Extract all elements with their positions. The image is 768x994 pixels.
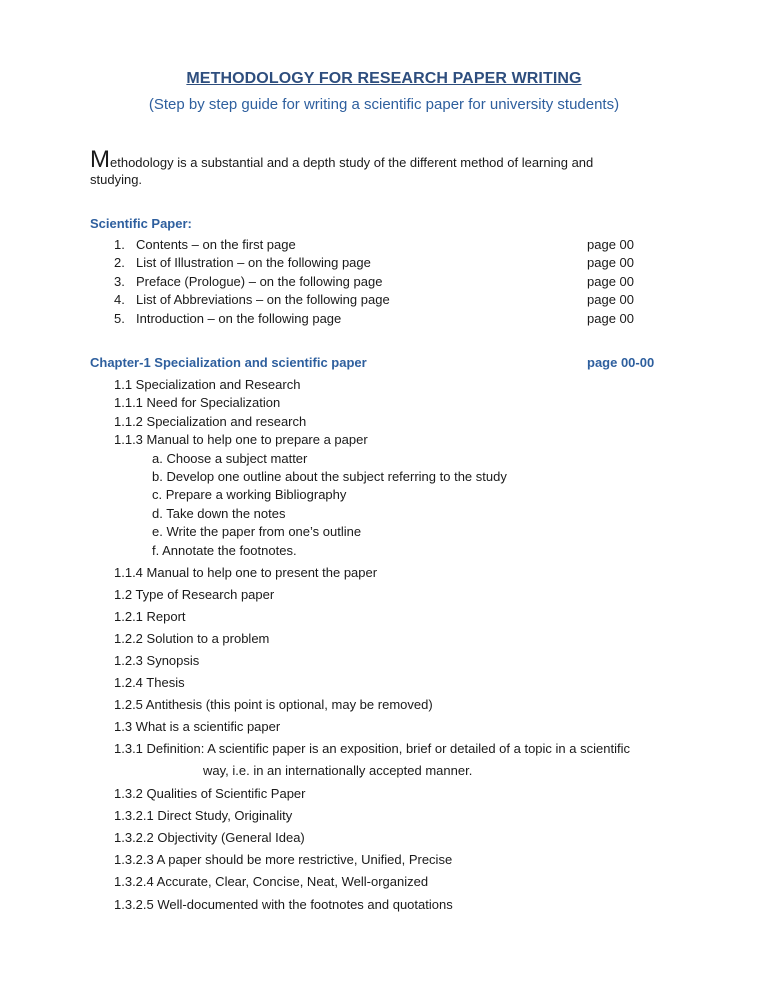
outline-line: 1.3 What is a scientific paper: [114, 719, 281, 734]
intro-dropcap: M: [90, 146, 110, 173]
outline-line: way, i.e. in an internationally accepted manner.: [203, 763, 473, 778]
outline-line: 1.2 Type of Research paper: [114, 587, 275, 602]
outline-line: c. Prepare a working Bibliography: [152, 487, 347, 502]
list-item-page: page 00: [587, 255, 634, 270]
list-item-page: page 00: [587, 292, 634, 307]
outline-line: b. Develop one outline about the subject referring to the study: [152, 469, 507, 484]
outline-line: 1.3.2.5 Well-documented with the footnotes and quotations: [114, 897, 453, 912]
intro-line-1-text: ethodology is a substantial and a depth study of the different method of learning and: [110, 155, 594, 170]
outline-line: 1.1.2 Specialization and research: [114, 414, 307, 429]
list-item: 5. Introduction – on the following page: [114, 311, 342, 326]
outline-line: 1.3.2.2 Objectivity (General Idea): [114, 830, 305, 845]
outline-line: e. Write the paper from one’s outline: [152, 524, 362, 539]
outline-line: 1.2.2 Solution to a problem: [114, 631, 270, 646]
outline-line: 1.1 Specialization and Research: [114, 377, 301, 392]
outline-line: 1.2.4 Thesis: [114, 675, 185, 690]
outline-line: 1.2.5 Antithesis (this point is optional, may be removed): [114, 697, 433, 712]
outline-line: 1.1.3 Manual to help one to prepare a paper: [114, 432, 368, 447]
outline-line: d. Take down the notes: [152, 506, 286, 521]
outline-line: 1.2.1 Report: [114, 609, 186, 624]
intro-line-1: [90, 148, 593, 172]
outline-line: 1.3.2 Qualities of Scientific Paper: [114, 786, 306, 801]
list-item-page: page 00: [587, 237, 634, 252]
list-item: 4. List of Abbreviations – on the following page: [114, 292, 390, 307]
outline-line: 1.3.1 Definition: A scientific paper is an exposition, brief or detailed of a topic in a scientific: [114, 741, 630, 756]
outline-line: f. Annotate the footnotes.: [152, 543, 297, 558]
list-item: 2. List of Illustration – on the following page: [114, 255, 371, 270]
outline-line: 1.1.4 Manual to help one to present the paper: [114, 565, 378, 580]
outline-line: 1.3.2.3 A paper should be more restrictive, Unified, Precise: [114, 852, 453, 867]
outline-line: 1.1.1 Need for Specialization: [114, 395, 281, 410]
chapter-1-heading: Chapter-1 Specialization and scientific paper: [90, 355, 367, 370]
scientific-paper-heading: Scientific Paper:: [90, 216, 192, 231]
list-item: 1. Contents – on the first page: [114, 237, 296, 252]
document-subtitle: (Step by step guide for writing a scientific paper for university students): [148, 96, 620, 113]
outline-line: 1.2.3 Synopsis: [114, 653, 200, 668]
outline-line: 1.3.2.4 Accurate, Clear, Concise, Neat, Well-organized: [114, 874, 429, 889]
list-item-page: page 00: [587, 311, 634, 326]
list-item-page: page 00: [587, 274, 634, 289]
list-item: 3. Preface (Prologue) – on the following page: [114, 274, 383, 289]
chapter-1-pages: page 00-00: [587, 355, 655, 370]
document-title: METHODOLOGY FOR RESEARCH PAPER WRITING: [186, 70, 582, 87]
intro-line-2: studying.: [90, 172, 143, 187]
outline-line: 1.3.2.1 Direct Study, Originality: [114, 808, 293, 823]
outline-line: a. Choose a subject matter: [152, 451, 308, 466]
